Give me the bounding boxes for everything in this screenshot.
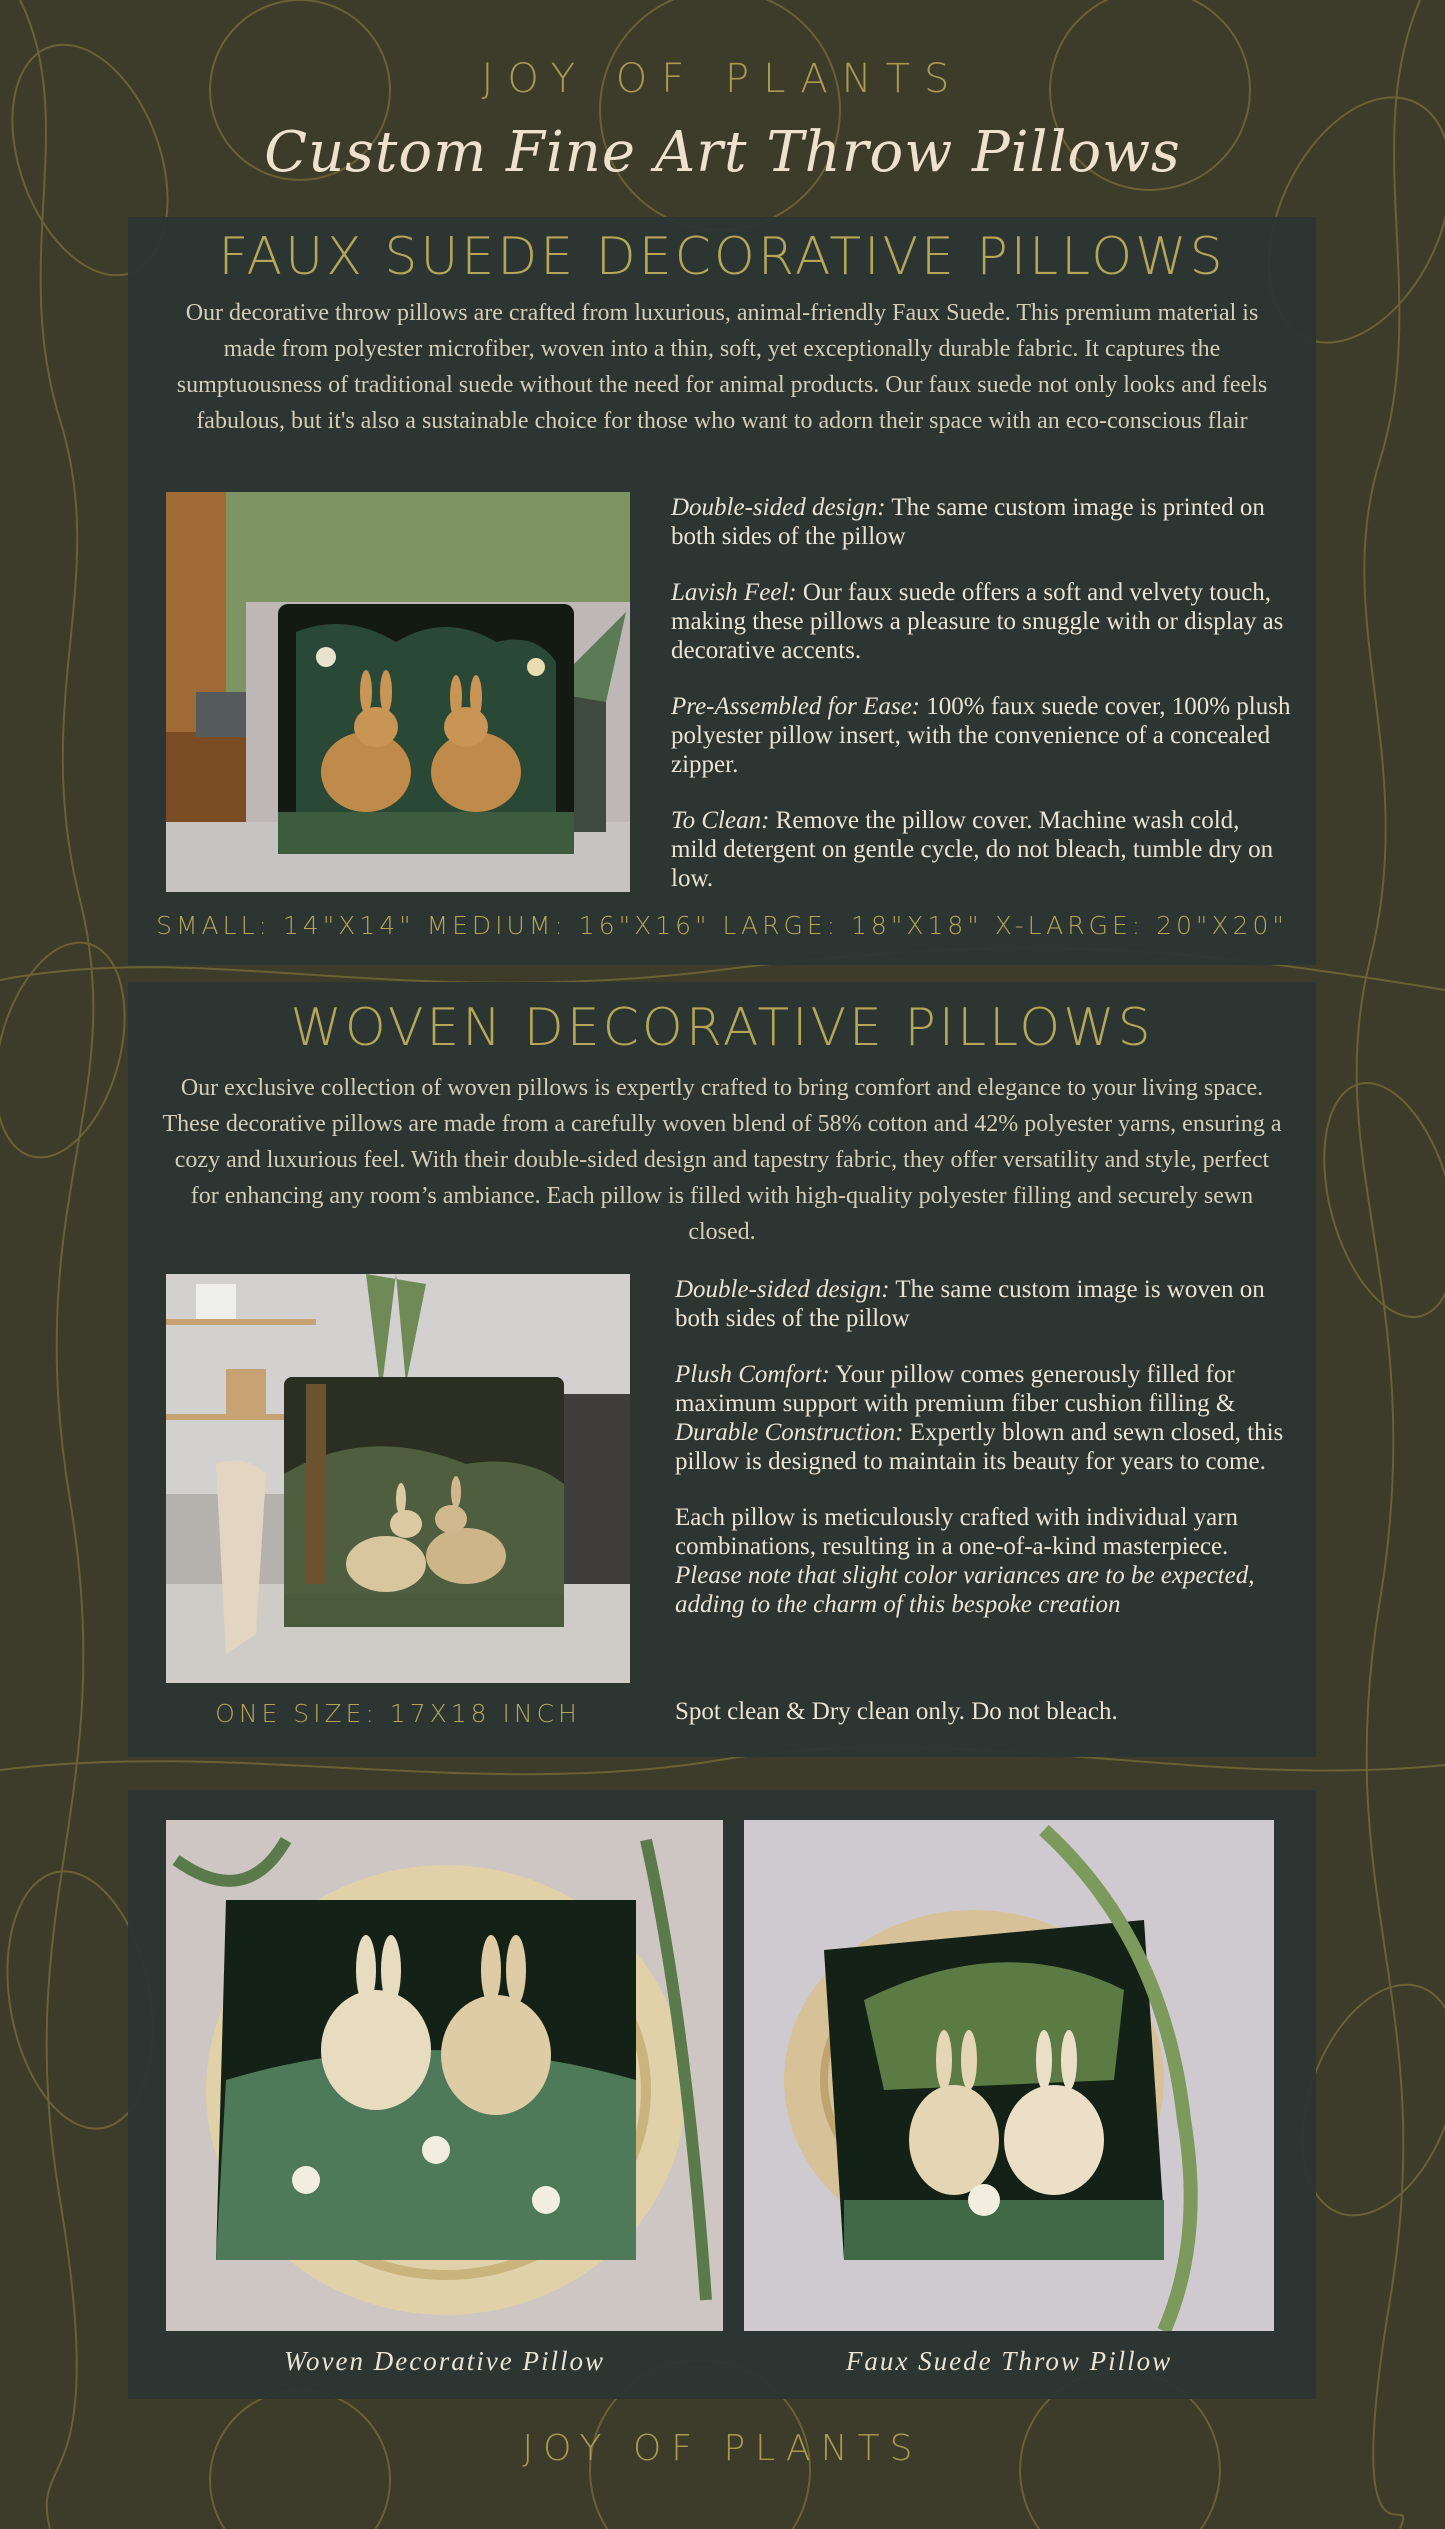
faux-suede-product-photo [166, 492, 630, 892]
woven-care-instructions: Spot clean & Dry clean only. Do not bleach. [675, 1698, 1118, 1725]
feature-plush-comfort: Plush Comfort: Your pillow comes generously filled for maximum support with premium fiber cushion filling & Durable Construction: Expertly blown and sewn closed, this pillow is designed to maintain its beauty for years to come. [675, 1361, 1284, 1475]
feature-handcrafted-note: Each pillow is meticulously crafted with individual yarn combinations, resulting in a one-of-a-kind masterpiece. Please note that slight color variances are to be expected, adding to the charm of this bespoke creation [675, 1504, 1255, 1618]
woven-features [675, 1275, 1295, 1646]
woven-heading: WOVEN DECORATIVE PILLOWS [290, 998, 1154, 1058]
feature-pre-assembled: Pre-Assembled for Ease: 100% faux suede cover, 100% plush polyester pillow insert, with the convenience of a concealed zipper. [671, 693, 1291, 778]
faux-suede-pillow-basket-photo [744, 1820, 1274, 2331]
brand-logo-top: JOY OF PLANTS [481, 56, 964, 102]
gallery-section [128, 1790, 1316, 2399]
faux-suede-heading: FAUX SUEDE DECORATIVE PILLOWS [218, 227, 1226, 287]
faux-suede-features [671, 493, 1291, 920]
faux-suede-sizes: SMALL: 14"X14" MEDIUM: 16"X16" LARGE: 18"X18" X-LARGE: 20"X20" [156, 911, 1288, 940]
page-title: Custom Fine Art Throw Pillows [264, 120, 1181, 185]
caption-woven-pillow: Woven Decorative Pillow [284, 2346, 605, 2376]
brand-logo-bottom: JOY OF PLANTS [522, 2428, 923, 2469]
faux-suede-section [128, 217, 1316, 965]
woven-product-photo [166, 1274, 630, 1683]
woven-pillow-basket-photo [166, 1820, 723, 2331]
feature-lavish-feel: Lavish Feel: Our faux suede offers a soft and velvety touch, making these pillows a pleasure to snuggle with or display as decorative accents. [671, 579, 1284, 664]
feature-double-sided: Double-sided design: The same custom image is printed on both sides of the pillow [671, 494, 1265, 550]
woven-intro: Our exclusive collection of woven pillows is expertly crafted to bring comfort and elegance to your living space. These decorative pillows are made from a carefully woven blend of 58% cotton and 42% polyester yarns, ensuring a cozy and luxurious feel. With their double-sided design and tapestry fabric, they offer versatility and style, perfect for enhancing any room’s ambiance. Each pillow is filled with high-quality polyester filling and securely sewn closed. [162, 1075, 1282, 1245]
faux-suede-intro: Our decorative throw pillows are crafted from luxurious, animal-friendly Faux Suede. This premium material is made from polyester microfiber, woven into a thin, soft, yet exceptionally durable fabric. It captures the sumptuousness of traditional suede without the need for animal products. Our faux suede not only looks and feels fabulous, but it's also a sustainable choice for those who want to adorn their space with an eco-conscious flair [176, 300, 1268, 434]
feature-double-sided: Double-sided design: The same custom image is woven on both sides of the pillow [675, 1276, 1265, 1332]
woven-section [128, 982, 1316, 1757]
woven-size: ONE SIZE: 17X18 INCH [215, 1699, 581, 1728]
caption-faux-suede-pillow: Faux Suede Throw Pillow [845, 2346, 1173, 2376]
feature-to-clean: To Clean: Remove the pillow cover. Machine wash cold, mild detergent on gentle cycle, do not bleach, tumble dry on low. [671, 807, 1274, 892]
